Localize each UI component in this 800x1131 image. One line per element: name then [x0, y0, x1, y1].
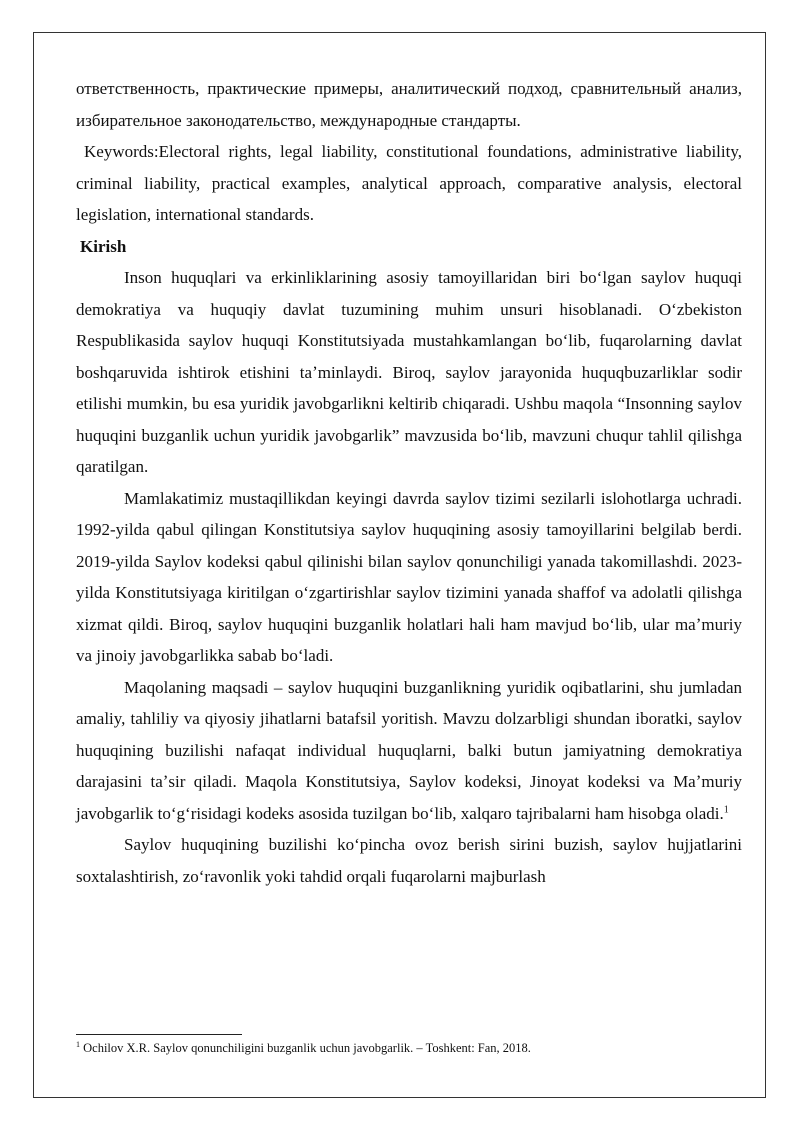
paragraph-text: Maqolaning maqsadi – saylov huquqini buzganlikning yuridik oqibatlarini, shu jumladan amaliy, tahliliy va qiyosiy jihatlarni batafsil yoritish. Mavzu dolzarbligi shundan iboratki, saylov huquqining buzilishi nafaqat individual huquqlarni, balki butun jamiyatning demokratiya darajasini taʼsir qiladi. Maqola Konstitutsiya, Saylov kodeksi, Jinoyat kodeksi va Maʼmuriy javobgarlik toʻgʻrisidagi kodeks asosida tuzilgan boʻlib, xalqaro tajribalarni ham hisobga oladi. [76, 677, 742, 823]
footnote [76, 1040, 742, 1056]
document-body [76, 73, 742, 892]
keywords-line: Keywords:Electoral rights, legal liability, constitutional foundations, administrative liability, criminal liability, practical examples, analytical approach, comparative analysis, electoral legislation, international standards. [76, 142, 742, 224]
paragraph: Inson huquqlari va erkinliklarining asosiy tamoyillaridan biri boʻlgan saylov huquqi demokratiya va huquqiy davlat tuzumining muhim unsuri hisoblanadi. Oʻzbekiston Respublikasida saylov huquqi Konstitutsiyada mustahkamlangan boʻlib, fuqarolarning davlat boshqaruvida ishtirok etishini taʼminlaydi. Biroq, saylov jarayonida huquqbuzarliklar sodir etilishi mumkin, bu esa yuridik javobgarlikni keltirib chiqaradi. Ushbu maqola “Insonning saylov huquqini buzganlik uchun yuridik javobgarlik” mavzusida boʻlib, mavzuni chuqur tahlil qilishga qaratilgan. [76, 268, 742, 476]
footnote-number: 1 [76, 1039, 80, 1049]
abstract-ru-tail: ответственность, практические примеры, аналитический подход, сравнительный анализ, избирательное законодательство, международные стандарты. [76, 79, 742, 130]
footnote-text: Ochilov X.R. Saylov qonunchiligini buzganlik uchun javobgarlik. – Toshkent: Fan, 2018. [83, 1041, 531, 1055]
section-heading: Kirish [80, 236, 127, 256]
paragraph: Mamlakatimiz mustaqillikdan keyingi davrda saylov tizimi sezilarli islohotlarga uchradi. 1992-yilda qabul qilingan Konstitutsiya saylov huquqining asosiy tamoyillarini belgilab berdi. 2019-yilda Saylov kodeksi qabul qilinishi bilan saylov qonunchiligi yanada takomillashdi. 2023-yilda Konstitutsiyaga kiritilgan oʻzgartirishlar saylov tizimini yanada shaffof va adolatli qilishga xizmat qildi. Biroq, saylov huquqini buzganlik holatlari hali ham mavjud boʻlib, ular maʼmuriy va jinoiy javobgarlikka sabab boʻladi. [76, 488, 742, 665]
footnote-reference[interactable]: 1 [723, 803, 729, 815]
paragraph: Saylov huquqining buzilishi koʻpincha ovoz berish sirini buzish, saylov hujjatlarini soxtalashtirish, zoʻravonlik yoki tahdid orqali fuqarolarni majburlash [76, 835, 742, 886]
footnote-separator [76, 1034, 242, 1035]
paragraph-with-footnote [76, 672, 742, 830]
